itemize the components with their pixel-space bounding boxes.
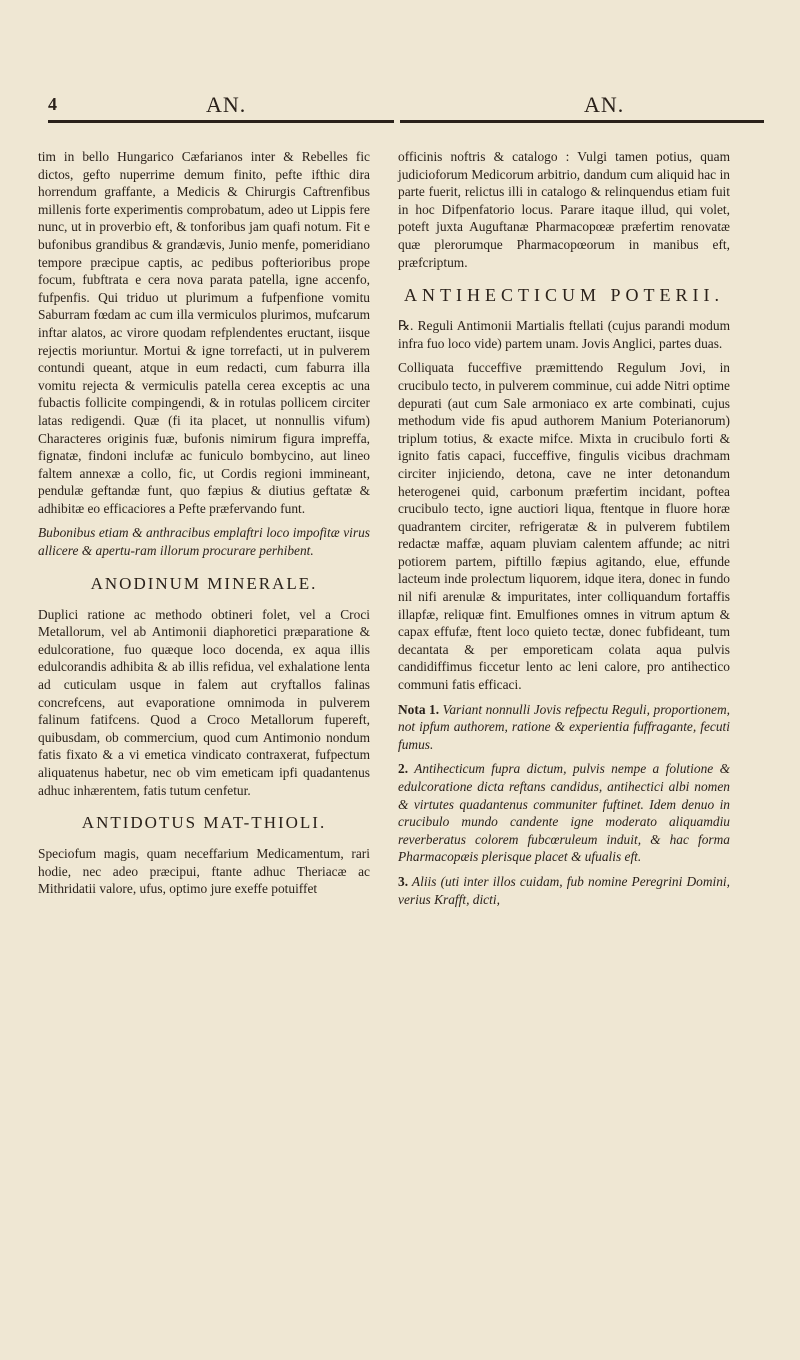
running-head-right: AN. [584,92,625,117]
page-number: 4 [48,94,57,114]
running-head-left: AN. [206,92,247,117]
paragraph: tim in bello Hungarico Cæfarianos inter & Rebelles fic dictos, gefto nuperrime demum finito, pefte ifthic dira horrendum graffante, a Medicis & Chirurgis Caftrenfibus millenis forte experimentis comprobatum, adeo ut Lippis fere nunc, ut in proverbio eft, & tonforibus jam quafi notum. Fit e bufonibus grandibus & grandævis, Junio menfe, pomeridiano tempore præcipue captis, ac pedibus pofterioribus prope focum, fubftrata e cera nova parata patella, igne accenfo, fufpenfis. Qui triduo ut plurimum a fufpenfione vomitu Saburram fœdam ac cum illa vermiculos plurimos, mufcarum inftar alatos, ac virore quodam refplendentes eructant, iisque rejectis moriuntur. Mortui & igne torrefacti, ut in pulverem contundi queant, atque in eum redacti, cum faburra illa vomitu rejecta & vermiculis patella cerea exceptis ac una fubactis follicite compingendi, & in rotulas pollicem circiter latas redigendi. Quæ (fi ita placet, ut nonnullis vifum) Characteres originis fuæ, bufonis nimirum figura impreffa, fignatæ, findoni inclufæ ac funiculo bombycino, aut lineo faltem annexæ a collo, fic, ut Cordis regioni immineant, pendulæ geftandæ funt, quo fæpius & diutius geftatæ & adhibitæ eo efficaciores a Pefte præfervando funt. [38,149,370,516]
section-title: ANODINUM MINERALE. [90,573,318,593]
paragraph: Duplici ratione ac methodo obtineri folet, vel a Croci Metallorum, vel ab Antimonii diaphoretici præparatione & edulcoratione, fuo quæque loco docenda, ex aqua illis edulcorandis adhibita & ab illis refidua, vel exhalatione lenta ad cuticulam usque in falem aut cryftallos falinas concrefcens, aut evaporatione omnimoda in pulverem falinum fatifcens. Quod a Croco Metallorum fupereft, quibusdam, ob commercium, quod cum Antimonio nondum fatis fixato & a vi emetica vindicato contraxerat, fufpectum aliquatenus habetur, nec ob vim emeticam ipfi quadantenus adhuc inhærentem, fatis tutum cenfetur. [38,606,370,798]
note-text: Aliis (uti inter illos cuidam, fub nomine Peregrini Domini, verius Krafft, dicti, [398,873,730,907]
note-text: Variant nonnulli Jovis refpectu Reguli, proportionem, not ipfum authorem, ratione & experientia fuffragante, fecuti fumus. [398,701,730,752]
paragraph: officinis noftris & catalogo : Vulgi tamen potius, quam judicioforum Medicorum arbitrio, dandum cum aliquid hac in parte fuerit, relictus illi in catalogo & relinquendus etiam fuit in hoc Difpenfatorio locus. Parare itaque illud, qui volet, poteft juxta Auguftanæ Pharmacopœæ præfertim renovatæ quæ plerorumque Pharmacopœorum in manibus eft, præfcriptum. [398,149,730,270]
note-3 [398,873,730,908]
note-1 [398,701,730,754]
note-text: Antihecticum fupra dictum, pulvis nempe a folutione & edulcoratione dicta reftans candidus, antihectici albi nomen & virtutes quadantenus communiter fuftinet. Idem denuo in crucibulo mundo candente igne moderato aliquamdiu reverberatus colorem fubcœruleum induit, & hac forma Pharmacopæis plerisque placet & ufualis eft. [398,761,731,865]
note-number: 2. [398,761,409,777]
paragraph-italic: Bubonibus etiam & anthracibus emplaftri loco impofitæ virus allicere & apertu-ram illorum procurare perhibent. [38,525,370,559]
paragraph: Colliquata fucceffive præmittendo Regulum Jovi, in crucibulo tecto, in pulverem comminue, cui adde Nitri optime depurati (aut cum Sale armoniaco ex arte combinati, cujus methodum vide fis apud authorem Manium Poterianorum) triplum totius, & exacte mifce. Mixta in crucibulo forti & ignito fatis capaci, fucceffive, fingulis vicibus drachmam circiter injiciendo, detona, cave ne inter detonandum heterogenei quid, carbonum præfertim incidant, poftea crucibulo tecto, igne auctiori liqua, ftentque in fluore horæ quadrantem circiter, refrigeratæ & in pulverem fubtilem redactæ maffæ, aquam pluviam calentem affunde; ac nitri potiorem partem, piftillo fæpius agitando, elue, effunde lacteum inde prolectum liquorem, idque itera, donec in fundo nil nifi arenulæ & impuritates, inter colliquandum fortaffis illapfæ, reliquæ fint. Emulfiones omnes in vitrum aptum & capax effufæ, ftent loco quieto tectæ, donec fubfideant, tum decantata & per emporeticam colata aqua pulvis candidiffimus ficcetur lento ac leni calore, pro antihectico communi fatis efficaci. [398,360,730,693]
section-title: ANTIDOTUS MAT-THIOLI. [81,813,327,833]
note-2 [398,760,730,866]
note-number: Nota 1. [398,701,440,717]
note-number: 3. [398,873,409,889]
left-column [38,148,370,905]
section-title: ANTIHECTICUM POTERII. [404,285,724,306]
paragraph: Speciofum magis, quam neceffarium Medicamentum, rari hodie, nec adeo præcipui, ftante adhuc Theriacæ ac Mithridatii valore, ufus, optimo jure exeffe potuiffet [38,846,370,897]
header-rule-right [400,120,764,123]
recipe-paragraph: ℞. Reguli Antimonii Martialis ftellati (cujus parandi modum infra fuo loco vide) partem unam. Jovis Anglici, partes duas. [398,318,730,351]
right-column [398,148,730,915]
page-header [48,86,764,120]
header-rule-left [48,120,394,123]
